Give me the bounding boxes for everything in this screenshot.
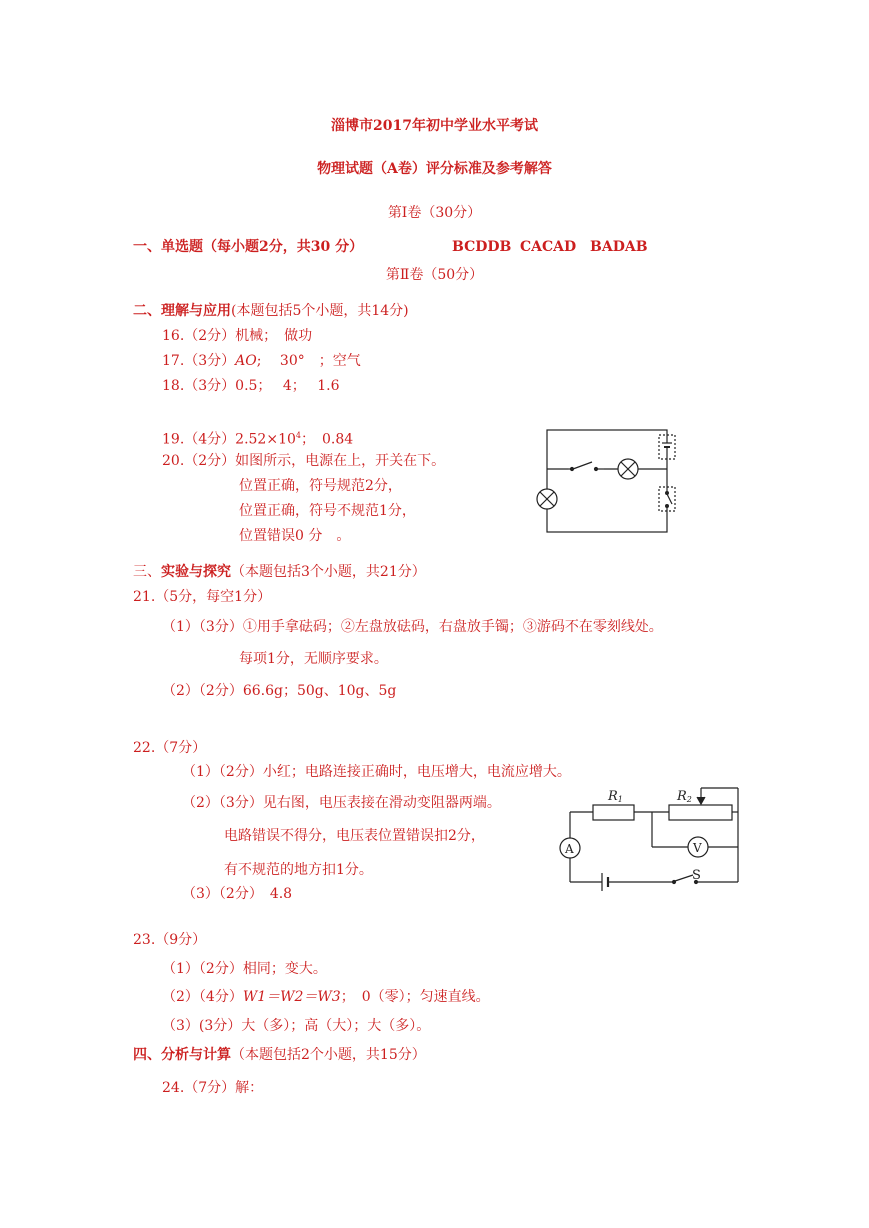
q19-prefix: 19.（4分）2.52×10	[162, 431, 296, 448]
q22-part-1: （1）（2分）小红；电路连接正确时，电压增大，电流应增大。	[182, 764, 571, 780]
voltmeter-label: V	[693, 841, 702, 855]
q22-part-2-rule-2: 有不规范的地方扣1分。	[224, 862, 373, 878]
q19-answer	[162, 428, 353, 448]
q23-part-2-rest: ； 0（零）；匀速直线。	[340, 989, 490, 1005]
q24-heading: 24.（7分）解：	[162, 1080, 264, 1096]
resistor-r2-icon	[669, 805, 732, 820]
section-3-heading	[133, 564, 426, 580]
q20-rule-3: 位置错误0 分 。	[239, 528, 351, 544]
resistor-r1-icon	[593, 805, 634, 820]
section-3-title: 实验与探究	[161, 564, 231, 580]
right-switch-icon	[659, 487, 675, 511]
battery-icon	[659, 435, 675, 459]
q21-part-2: （2）（2分）66.6g；50g、10g、5g	[162, 683, 397, 699]
section-1-heading: 一、单选题（每小题2分，共30 分）	[133, 239, 364, 255]
q19-exponent: 4	[295, 431, 301, 440]
exam-title: 淄博市2017年初中学业水平考试	[331, 118, 538, 134]
q20-answer: 20.（2分）如图所示，电源在上，开关在下。	[162, 453, 446, 469]
q22-heading: 22.（7分）	[133, 740, 207, 756]
section-2-heading	[133, 303, 409, 319]
q16-answer: 16.（2分）机械； 做功	[162, 328, 313, 344]
q22-part-3: （3）（2分） 4.8	[182, 886, 293, 902]
ammeter-label: A	[565, 842, 574, 856]
r1-label: R1	[608, 789, 623, 804]
q23-heading: 23.（9分）	[133, 932, 207, 948]
q22-part-2-rule-1: 电路错误不得分，电压表位置错误扣2分，	[224, 828, 485, 844]
q22-part-2: （2）（3分）见右图，电压表接在滑动变阻器两端。	[182, 795, 501, 811]
volume-2-heading: 第Ⅱ卷（50分）	[385, 267, 484, 283]
q21-heading: 21.（5分，每空1分）	[133, 589, 272, 605]
section-2-note: (本题包括5个小题，共14分)	[231, 303, 409, 319]
q19-rest: ； 0.84	[300, 431, 354, 448]
section-4-heading	[133, 1047, 426, 1063]
q17-symbol: AO	[235, 353, 257, 369]
q23-work-formula: W1＝W2＝W3	[242, 989, 341, 1005]
q20-rule-2: 位置正确，符号不规范1分，	[239, 503, 416, 519]
battery-cell-icon	[602, 873, 608, 891]
middle-switch-icon	[568, 462, 604, 475]
r2-label: R2	[677, 789, 692, 804]
section-3-note: （本题包括3个小题，共21分）	[231, 564, 426, 580]
q22-circuit-diagram	[550, 783, 750, 893]
q17-answer	[162, 353, 361, 369]
q17-prefix: 17.（3分）	[162, 353, 236, 369]
q18-answer: 18.（3分）0.5； 4； 1.6	[162, 378, 340, 394]
circuit-frame	[547, 430, 667, 532]
section-4-title: 四、分析与计算	[133, 1047, 231, 1063]
q23-part-2-prefix: （2）（4分）	[162, 989, 243, 1005]
q23-part-1: （1）（2分）相同；变大。	[162, 961, 327, 977]
section-4-note: （本题包括2个小题，共15分）	[231, 1047, 426, 1063]
section-2-title: 二、理解与应用	[133, 303, 231, 319]
q17-rest: ; 30° ；空气	[256, 353, 361, 369]
volume-1-heading: 第Ⅰ卷（30分）	[387, 205, 482, 221]
switch-label: S	[692, 868, 701, 883]
q20-rule-1: 位置正确，符号规范2分，	[239, 478, 402, 494]
middle-lamp-icon	[618, 459, 638, 479]
q23-part-2	[162, 989, 490, 1005]
q20-circuit-diagram	[530, 425, 680, 537]
answer-group-3: BADAB	[590, 239, 648, 255]
answer-group-1: BCDDB	[452, 239, 512, 255]
left-lamp-icon	[537, 489, 557, 509]
answer-group-2: CACAD	[520, 239, 577, 255]
section-3-number: 三、	[133, 564, 161, 580]
exam-subtitle: 物理试题（A卷）评分标准及参考解答	[317, 161, 552, 177]
q21-part-1: （1）（3分）①用手拿砝码；②左盘放砝码，右盘放手镯；③游码不在零刻线处。	[162, 619, 663, 635]
q23-part-3: （3）(3分）大（多）；高（大）；大（多）。	[162, 1018, 431, 1034]
q21-part-1-note: 每项1分，无顺序要求。	[239, 651, 388, 667]
